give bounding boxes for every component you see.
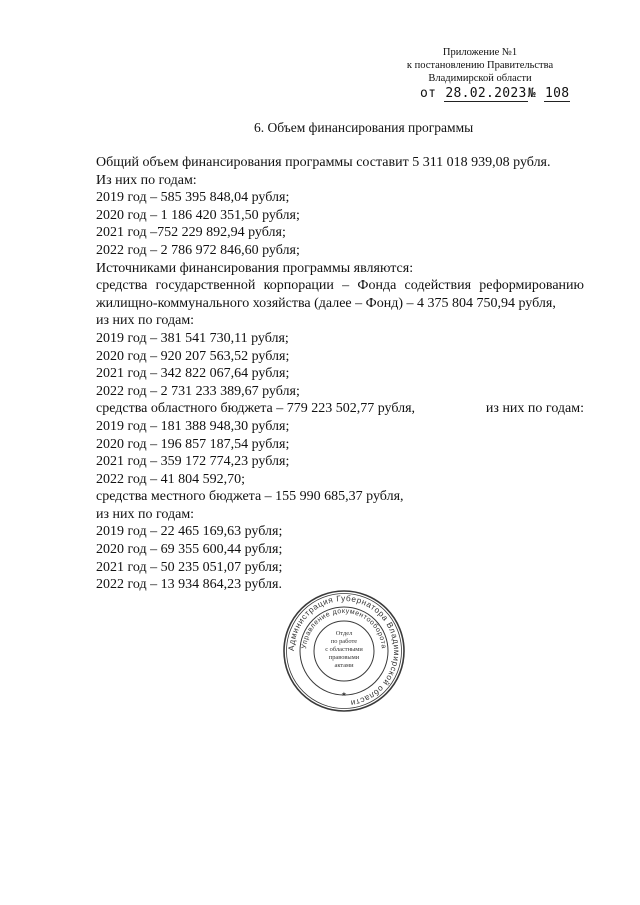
text-line: жилищно-коммунального хозяйства (далее – Фонд) – 4 375 804 750,94 рубля, (96, 295, 556, 311)
financing-text (96, 154, 584, 594)
text-line: 2020 год – 1 186 420 351,50 рубля; (96, 207, 300, 223)
stamp-center-text (325, 630, 363, 669)
regional-budget-amount: средства областного бюджета – 779 223 502,77 рубля, (96, 401, 416, 417)
text-line: 2019 год – 585 395 848,04 рубля; (96, 190, 290, 206)
decree-reference (420, 86, 570, 102)
text-line: 2019 год – 181 388 948,30 рубля; (96, 418, 290, 434)
text-line: Источниками финансирования программы являются: (96, 260, 414, 276)
regional-budget-line (96, 400, 584, 418)
stamp-star-icon: ★ (341, 691, 347, 698)
appendix-line: Владимирской области (428, 73, 532, 84)
text-line: средства государственной корпорации – Фонда содействия реформированию (96, 278, 584, 294)
decree-number-sign: № (527, 86, 536, 101)
stamp-center-line: актами (334, 662, 354, 669)
text-line: из них по годам: (96, 506, 195, 522)
appendix-line: Приложение №1 (442, 47, 518, 58)
text-line: 2020 год – 196 857 187,54 рубля; (96, 436, 290, 452)
stamp-outer-text: Администрация Губернатора Владимирской области (286, 593, 402, 708)
decree-date: 28.02.2023 (445, 86, 527, 101)
decree-number: 108 (544, 86, 570, 101)
text-line: средства местного бюджета – 155 990 685,37 рубля, (96, 489, 404, 505)
text-line: 2021 год – 50 235 051,07 рубля; (96, 559, 283, 575)
stamp-inner-text: Управление документооборота (301, 607, 387, 650)
stamp-center-line: по работе (330, 638, 358, 645)
text-line: 2020 год – 69 355 600,44 рубля; (96, 542, 283, 558)
text-line: 2022 год – 2 786 972 846,60 рубля; (96, 242, 300, 258)
appendix-header (380, 46, 580, 85)
appendix-line: к постановлению Правительства (406, 60, 554, 71)
stamp-center-line: с областными (325, 646, 363, 653)
decree-prefix: от (420, 86, 437, 101)
section-title: 6. Объем финансирования программы (254, 120, 474, 135)
text-line: 2022 год – 41 804 592,70; (96, 471, 246, 487)
text-line: 2021 год – 342 822 067,64 рубля; (96, 366, 290, 382)
stamp-center-line: Отдел (335, 630, 353, 637)
text-line: 2019 год – 22 465 169,63 рубля; (96, 524, 283, 540)
regional-budget-by-years: из них по годам: (485, 401, 584, 417)
official-stamp (282, 589, 406, 713)
text-line: 2022 год – 2 731 233 389,67 рубля; (96, 383, 300, 399)
text-line: 2021 год –752 229 892,94 рубля; (96, 225, 286, 241)
text-line: 2021 год – 359 172 774,23 рубля; (96, 454, 290, 470)
text-line: Из них по годам: (96, 172, 197, 188)
text-line: из них по годам: (96, 313, 195, 329)
text-line: 2020 год – 920 207 563,52 рубля; (96, 348, 290, 364)
text-line: Общий объем финансирования программы составит 5 311 018 939,08 рубля. (96, 155, 551, 170)
text-line: 2019 год – 381 541 730,11 рубля; (96, 330, 289, 346)
stamp-center-line: правовыми (328, 654, 360, 661)
text-line: 2022 год – 13 934 864,23 рубля. (96, 577, 282, 593)
